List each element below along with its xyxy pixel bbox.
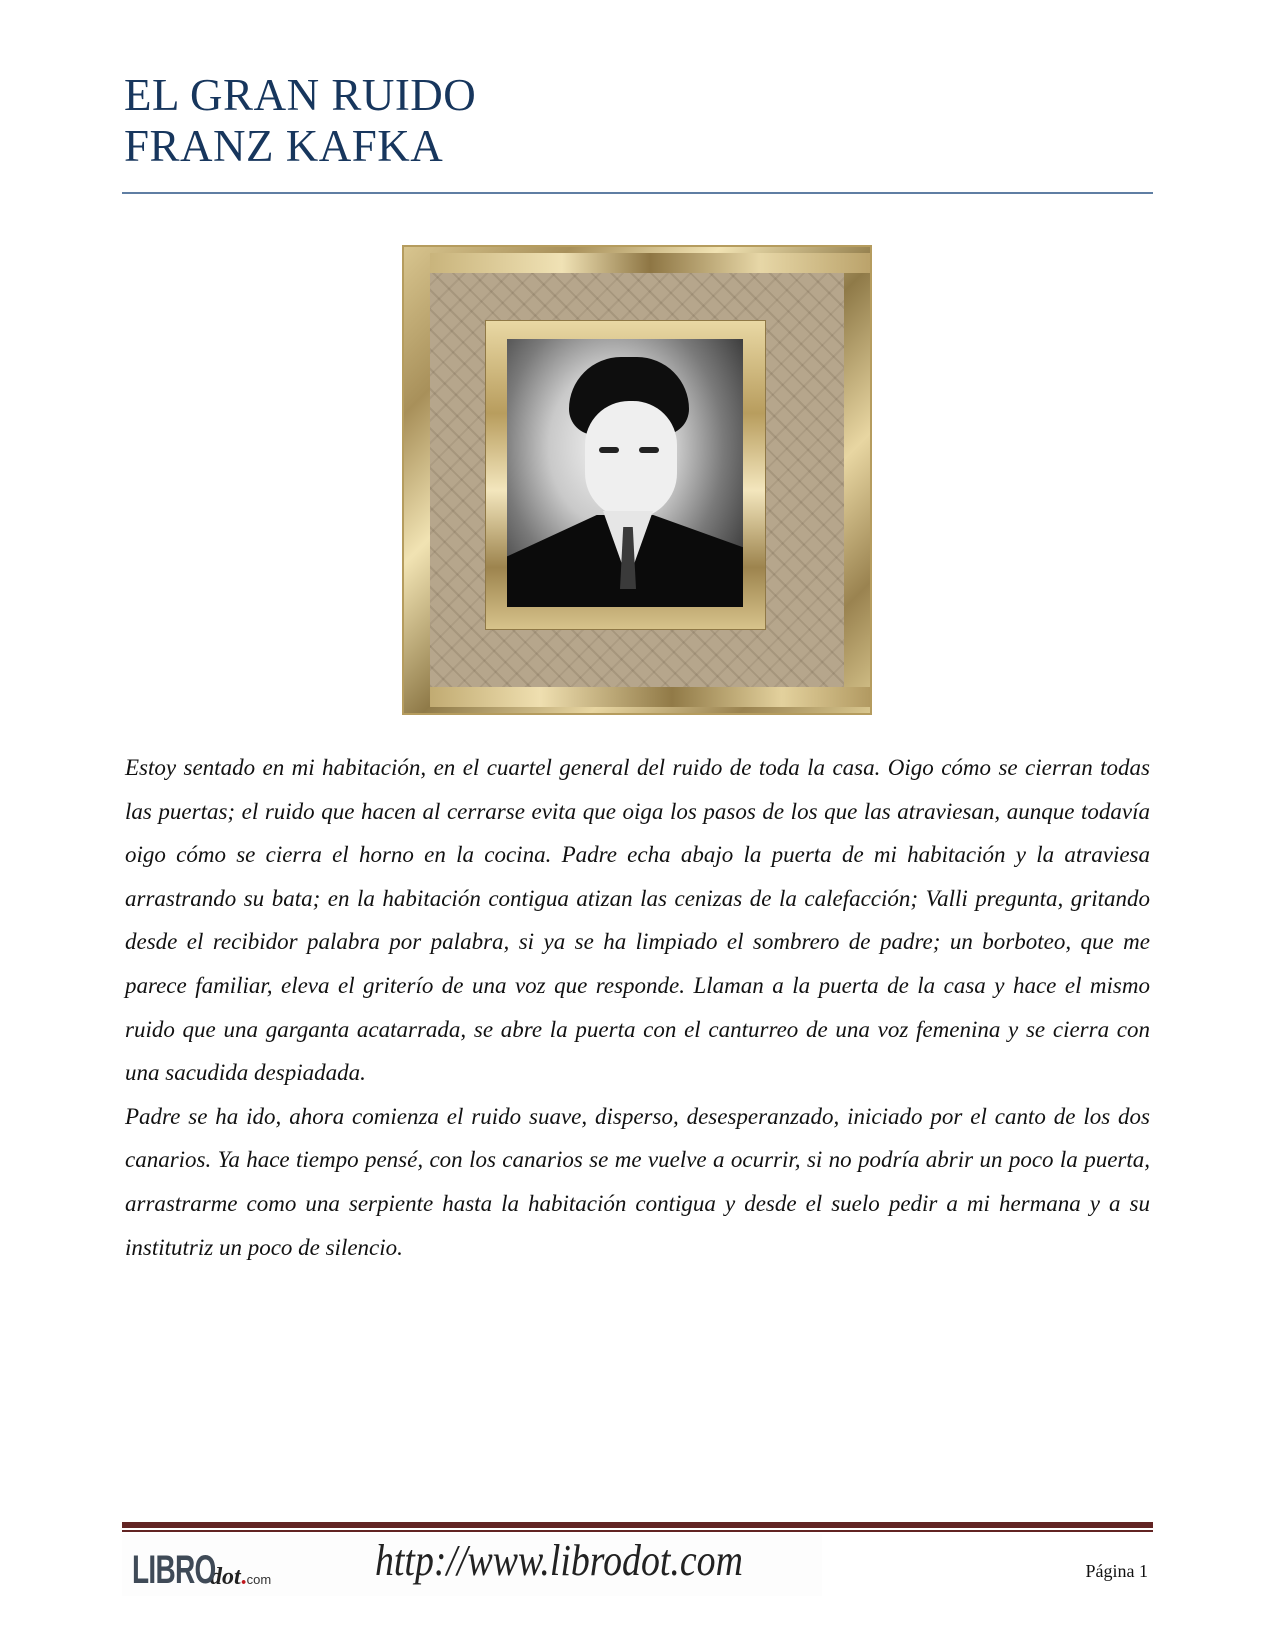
frame-top-bar xyxy=(430,253,870,273)
portrait-eye-left xyxy=(599,447,619,453)
footer-divider-thick xyxy=(122,1522,1153,1528)
portrait-frame xyxy=(402,245,872,715)
footer-url-link[interactable]: http://www.librodot.com xyxy=(375,1536,743,1585)
frame-bottom-bar xyxy=(430,687,870,707)
paragraph-1: Estoy sentado en mi habitación, en el cuartel general del ruido de toda la casa. Oigo cómo se cierran todas las puertas; el ruido que hacen al cerrarse evita que oiga los pasos de los que las atraviesan, aunque todavía oigo cómo se cierra el horno en la cocina. Padre echa abajo la puerta de mi habitación y la atraviesa arrastrando su bata; en la habitación contigua atizan las cenizas de la calefacción; Valli pregunta, gritando desde el recibidor palabra por palabra, si ya se ha limpiado el sombrero de padre; un borboteo, que me parece familiar, eleva el griterío de una voz que responde. Llaman a la puerta de la casa y hace el mismo ruido que una garganta acatarrada, se abre la puerta con el canturreo de una voz femenina y se cierra con una sacudida despiadada. xyxy=(125,755,1150,1086)
title-divider xyxy=(122,192,1153,194)
logo-com-text: com xyxy=(246,1572,272,1587)
story-title: EL GRAN RUIDO xyxy=(124,70,477,120)
portrait-image xyxy=(507,339,743,607)
footer-divider-thin xyxy=(122,1530,1153,1532)
portrait-face xyxy=(585,401,677,519)
footer-banner xyxy=(122,1534,822,1596)
author-name: FRANZ KAFKA xyxy=(124,121,444,171)
page-number: Página 1 xyxy=(1085,1561,1148,1581)
paragraph-2: Padre se ha ido, ahora comienza el ruido suave, disperso, desesperanzado, iniciado por el canto de los dos canarios. Ya hace tiempo pensé, con los canarios se me vuelve a ocurrir, si no podría abrir un poco la puerta, arrastrarme como una serpiente hasta la habitación contigua y desde el suelo pedir a mi hermana y a su institutriz un poco de silencio. xyxy=(125,1103,1150,1260)
librodot-logo xyxy=(132,1542,271,1590)
logo-separator: . xyxy=(240,1564,247,1590)
story-body xyxy=(125,746,1150,1269)
document-title xyxy=(124,70,476,172)
logo-libro-text: LIBRO xyxy=(132,1548,216,1592)
logo-dot-text: dot xyxy=(210,1564,241,1590)
portrait-eye-right xyxy=(639,447,659,453)
